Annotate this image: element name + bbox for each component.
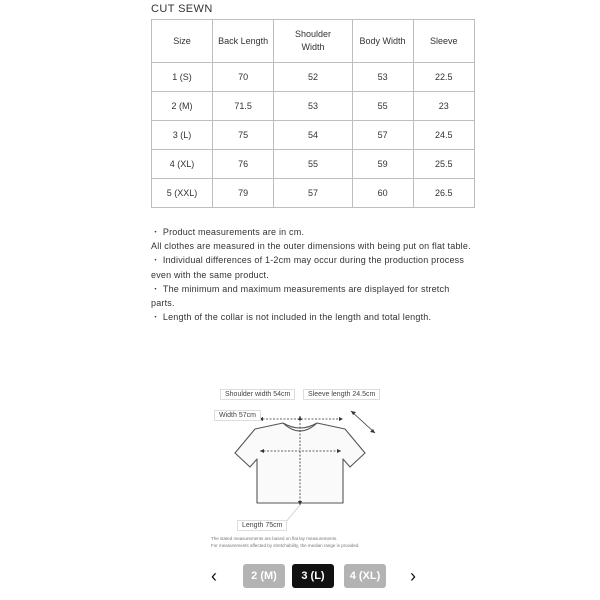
size-button-m[interactable]: 2 (M) <box>243 564 285 588</box>
table-cell: 4 (XL) <box>152 150 213 179</box>
table-cell: 55 <box>352 92 413 121</box>
measurement-diagram <box>205 383 395 553</box>
table-cell: 53 <box>352 63 413 92</box>
table-cell: 5 (XXL) <box>152 179 213 208</box>
table-row <box>152 92 475 121</box>
note-line: All clothes are measured in the outer dimensions with being put on flat table. <box>151 241 471 252</box>
length-label: Length 75cm <box>237 520 287 531</box>
table-cell: 23 <box>413 92 474 121</box>
table-header-row <box>152 20 475 63</box>
table-cell: 76 <box>212 150 273 179</box>
note-line: ・ Product measurements are in cm. <box>151 227 305 237</box>
note-line: ・ Individual differences of 1-2cm may occur during the production process even with the same product. <box>151 255 465 280</box>
table-row <box>152 63 475 92</box>
table-cell: 55 <box>274 150 352 179</box>
table-cell: 79 <box>212 179 273 208</box>
table-cell: 24.5 <box>413 121 474 150</box>
table-row <box>152 121 475 150</box>
tshirt-diagram-icon <box>205 383 395 553</box>
chevron-right-icon[interactable]: › <box>410 566 416 586</box>
diagram-footnote: For measurements affected by stretchability, the median range is provided. <box>211 543 360 548</box>
table-cell: 54 <box>274 121 352 150</box>
table-row <box>152 150 475 179</box>
column-header-size: Size <box>152 20 213 63</box>
size-button-xl[interactable]: 4 (XL) <box>344 564 386 588</box>
table-cell: 26.5 <box>413 179 474 208</box>
size-button-l[interactable]: 3 (L) <box>292 564 334 588</box>
table-cell: 71.5 <box>212 92 273 121</box>
column-header-sleeve: Sleeve <box>413 20 474 63</box>
table-cell: 59 <box>352 150 413 179</box>
table-cell: 2 (M) <box>152 92 213 121</box>
shoulder-width-label: Shoulder width 54cm <box>220 389 295 400</box>
table-cell: 3 (L) <box>152 121 213 150</box>
sleeve-length-label: Sleeve length 24.5cm <box>303 389 380 400</box>
table-cell: 53 <box>274 92 352 121</box>
table-cell: 57 <box>352 121 413 150</box>
table-cell: 60 <box>352 179 413 208</box>
table-cell: 22.5 <box>413 63 474 92</box>
table-row <box>152 179 475 208</box>
note-line: ・ Length of the collar is not included in the length and total length. <box>151 312 432 323</box>
chevron-left-icon[interactable]: ‹ <box>211 566 217 586</box>
width-label: Width 57cm <box>214 410 261 421</box>
measurement-notes <box>151 225 471 324</box>
table-cell: 70 <box>212 63 273 92</box>
table-cell: 57 <box>274 179 352 208</box>
table-cell: 75 <box>212 121 273 150</box>
page-title: CUT SEWN <box>151 3 213 15</box>
column-header-body-width: Body Width <box>352 20 413 63</box>
note-line: ・ The minimum and maximum measurements are displayed for stretch parts. <box>151 283 450 309</box>
column-header-back-length: Back Length <box>212 20 273 63</box>
size-table <box>151 19 475 208</box>
diagram-footnote: The stated measurements are based on flat lay measurements. <box>211 536 338 541</box>
column-header-shoulder-width: Shoulder Width <box>274 20 352 63</box>
table-cell: 25.5 <box>413 150 474 179</box>
table-cell: 52 <box>274 63 352 92</box>
table-cell: 1 (S) <box>152 63 213 92</box>
